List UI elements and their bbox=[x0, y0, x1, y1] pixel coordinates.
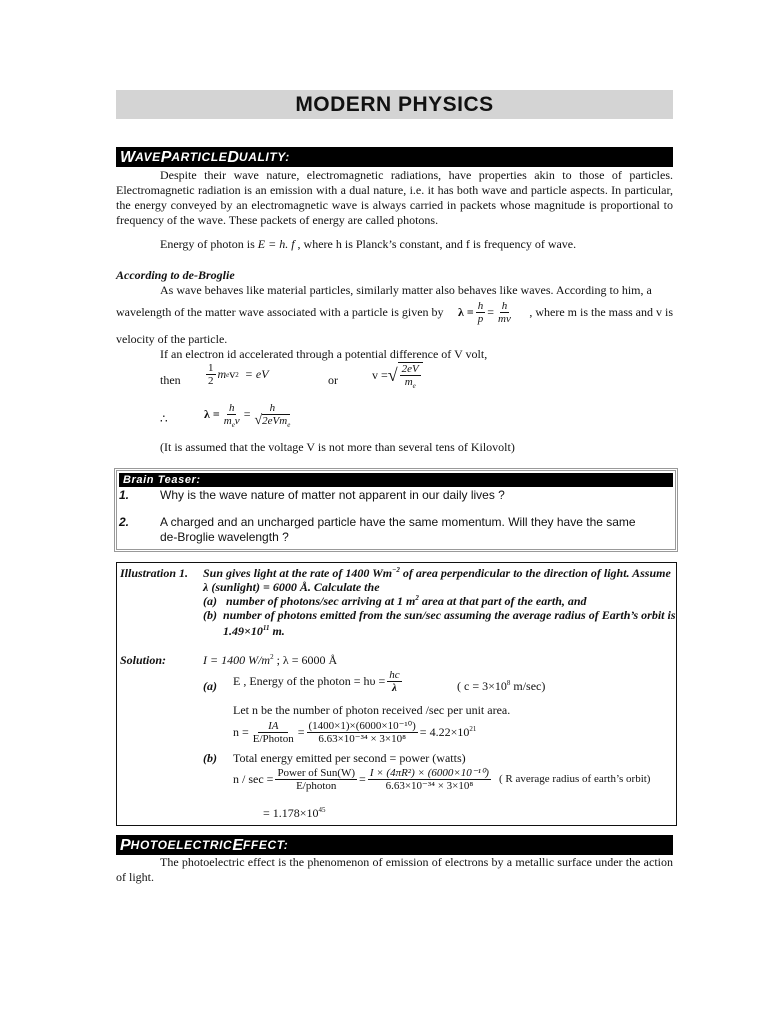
debroglie-formula: λ = $\frac{h}{p}$ = $\frac{h}{mv}$ bbox=[458, 300, 511, 325]
teaser-q2-number: 2. bbox=[119, 515, 130, 529]
illustration-line3: (a) number of photons/sec arriving at 1 $m^2$ area at that part of the earth, and bbox=[203, 594, 587, 608]
brain-teaser-heading: Brain Teaser: bbox=[119, 473, 673, 487]
wavelength-equation: λ = $\frac{h}{m_ev}$ = $\frac{h}{√2eVm_e}$ bbox=[204, 402, 291, 430]
part-b-label: (b) bbox=[203, 751, 217, 765]
fraction-h-over-sqrt: $\frac{h}{√2eVm_e}$ bbox=[254, 402, 291, 430]
fraction-power-over-photon: $\frac{\text{Power of Sun(W)}}{\text{E/photon}}$ bbox=[277, 767, 356, 792]
fraction-h-over-p: $\frac{h}{p}$ bbox=[477, 300, 484, 325]
photons-per-second-calculation: n / sec = $\frac{\text{Power of Sun(W)}}{\text{E/photon}}$ = $\frac{\text{I × (4πR²) × (6000×10⁻¹⁰)}}{\text{6.63×10⁻³⁴ × 3×10⁸}}$ ( R average radius of earth’s orbit) bbox=[233, 767, 651, 792]
or-label: or bbox=[328, 373, 338, 387]
teaser-q2-line1: A charged and an uncharged particle have the same momentum. Will they have the same bbox=[160, 515, 636, 529]
photon-energy-line: Energy of photon is E = h. f , where h is Planck’s constant, and f is frequency of wave. bbox=[160, 237, 577, 251]
illustration-line2: λ (sunlight) = 6000 Å. Calculate the bbox=[203, 580, 380, 594]
electron-line: If an electron id accelerated through a potential difference of V volt, bbox=[160, 347, 488, 361]
therefore-symbol: ∴ bbox=[160, 412, 168, 426]
teaser-q2-line2: de-Broglie wavelength ? bbox=[160, 530, 289, 544]
teaser-q1-number: 1. bbox=[119, 488, 130, 502]
sqrt-velocity: √ 2eV $m_e$ bbox=[388, 362, 423, 388]
let-n-line: Let n be the number of photon received /sec per unit area. bbox=[233, 703, 511, 717]
assumption-note: (It is assumed that the voltage V is not more than several tens of Kilovolt) bbox=[160, 440, 515, 454]
brain-teaser-box bbox=[114, 468, 678, 552]
fraction-h-over-mev: $\frac{h}{m_ev}$ bbox=[223, 402, 240, 430]
part-a-photon-energy: E , Energy of the photon = hυ = $\frac{hc}{\lambda}$ bbox=[233, 669, 400, 694]
part-a-label: (a) bbox=[203, 679, 217, 693]
solution-given: I = 1400 $W/m^2$ ; λ = 6000 Å bbox=[203, 653, 338, 667]
illustration-label: Illustration 1. bbox=[120, 566, 189, 580]
photoelectric-paragraph: The photoelectric effect is the phenomenon of emission of electrons by a metallic surface under the action of light. bbox=[116, 855, 673, 884]
teaser-q1-text: Why is the wave nature of matter not apparent in our daily lives ? bbox=[160, 488, 505, 502]
velocity-equation: v = √ 2eV $m_e$ bbox=[372, 362, 423, 388]
final-result: = $1.178\times 10^{45}$ bbox=[263, 806, 326, 820]
page-title: MODERN PHYSICS bbox=[295, 93, 494, 116]
fraction-one-half: $\frac{1}{2}$ bbox=[208, 362, 214, 387]
part-b-text: Total energy emitted per second = power (watts) bbox=[233, 751, 466, 765]
solution-label: Solution: bbox=[120, 653, 167, 667]
page-title-bar bbox=[116, 90, 673, 119]
illustration-line4: (b) number of photons emitted from the sun/sec assuming the average radius of Earth’s orbit is bbox=[203, 608, 676, 622]
debroglie-paragraph-line3: velocity of the particle. bbox=[116, 332, 228, 346]
n-calculation: n = $\frac{IA}{\text{E/Photon}}$ = $\frac{\text{(1400×1)×(6000×10⁻¹⁰)}}{\text{6.63×10⁻³⁴ × 3×10⁸}}$ = $4.22\times 10^{21}$ bbox=[233, 720, 477, 745]
then-label: then bbox=[160, 373, 181, 387]
intro-paragraph: Despite their wave nature, electromagnetic radiations, have properties akin to those of particles. Electromagnetic radiation is an emission with a dual nature, i.e. it has both wave and particle aspects. In particular, the energy conveyed by an electromagnetic wave is always carried in packets whose magnitude is proportional to frequency of the wave. These packets of energy are called photons. bbox=[116, 168, 673, 227]
fraction-n-values: $\frac{\text{(1400×1)×(6000×10⁻¹⁰)}}{\text{6.63×10⁻³⁴ × 3×10⁸}}$ bbox=[308, 720, 416, 745]
fraction-power-values: $\frac{\text{I × (4πR²) × (6000×10⁻¹⁰)}}{\text{6.63×10⁻³⁴ × 3×10⁸}}$ bbox=[369, 767, 489, 792]
debroglie-heading: According to de-Broglie bbox=[116, 268, 235, 282]
section-heading-wave-particle-duality: W AVE P ARTICLE D UALITY: bbox=[116, 147, 673, 167]
fraction-hc-over-lambda: $\frac{hc}{\lambda}$ bbox=[389, 669, 400, 694]
illustration-line1: Sun gives light at the rate of 1400 $Wm^{-2}$ of area perpendicular to the direction of light. Assume bbox=[203, 566, 671, 580]
kinetic-energy-equation: $\frac{1}{2}$ m e v 2 = eV bbox=[208, 362, 269, 387]
section-heading-photoelectric-effect: P HOTOELECTRIC E FFECT: bbox=[116, 835, 673, 855]
debroglie-formula-line: wavelength of the matter wave associated with a particle is given by λ = $\frac{h}{p}$ = $\frac{h}{mv}$ , where m is the mass and v is bbox=[116, 300, 673, 325]
fraction-ia-over-e: $\frac{IA}{\text{E/Photon}}$ bbox=[252, 720, 294, 745]
speed-of-light-note: ( $c = 3\times 10^8$ m/sec) bbox=[457, 679, 546, 693]
debroglie-paragraph-line1: As wave behaves like material particles, similarly matter also behaves like waves. According to him, a bbox=[160, 283, 652, 297]
illustration-box bbox=[116, 562, 677, 826]
illustration-line5: $1.49\times 10^{11}$ m. bbox=[223, 624, 285, 638]
fraction-h-over-mv: $\frac{h}{mv}$ bbox=[498, 300, 511, 325]
